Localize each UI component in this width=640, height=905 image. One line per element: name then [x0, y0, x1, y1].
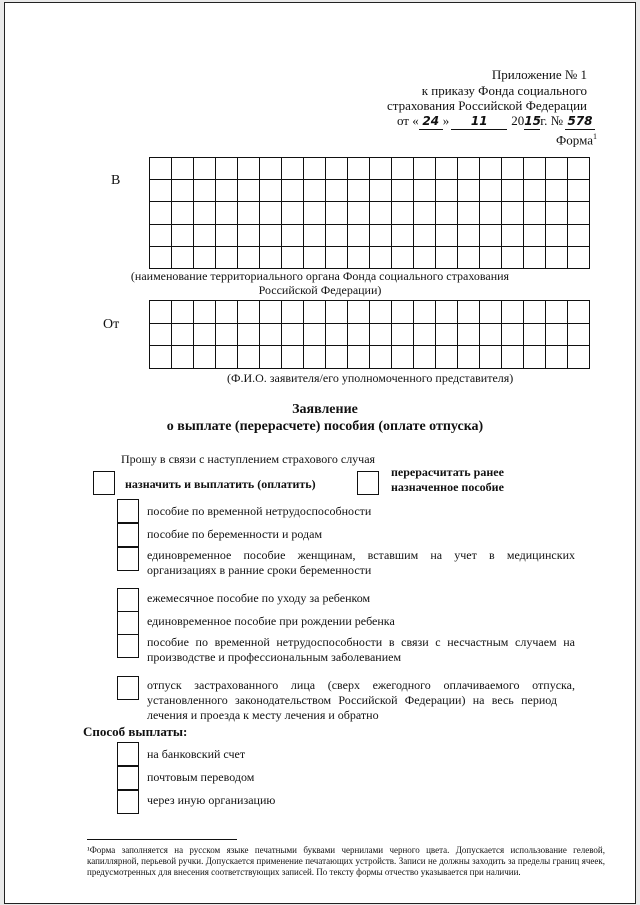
- grid-cell[interactable]: [238, 225, 260, 247]
- grid-cell[interactable]: [282, 158, 304, 180]
- grid-cell[interactable]: [150, 180, 172, 202]
- grid-cell[interactable]: [524, 346, 546, 369]
- grid-cell[interactable]: [260, 202, 282, 224]
- grid-cell[interactable]: [172, 225, 194, 247]
- benefit-label-continued: установленного законодательством Российской Федерации) на весь период: [147, 693, 557, 707]
- benefit-label: пособие по временной нетрудоспособности в связи с несчастным случаем на: [147, 635, 575, 649]
- grid-cell[interactable]: [436, 158, 458, 180]
- grid-cell[interactable]: [304, 301, 326, 324]
- grid-cell[interactable]: [348, 202, 370, 224]
- benefit-label: единовременное пособие женщинам, вставшим на учет в медицинских: [147, 548, 575, 562]
- grid-cell[interactable]: [546, 158, 568, 180]
- grid-cell[interactable]: [216, 202, 238, 224]
- grid-cell[interactable]: [524, 247, 546, 269]
- grid-cell[interactable]: [326, 247, 348, 269]
- recalculate-option-label-line2: назначенное пособие: [391, 480, 504, 494]
- grid-cell[interactable]: [370, 346, 392, 369]
- grid-cell[interactable]: [524, 158, 546, 180]
- payment-option-checkbox[interactable]: [117, 742, 139, 766]
- date-prefix: от «: [396, 113, 419, 128]
- form-footnote-mark: 1: [593, 132, 597, 141]
- form-label-line: [556, 129, 597, 147]
- benefit-checkbox[interactable]: [117, 547, 139, 571]
- grid-cell[interactable]: [304, 158, 326, 180]
- grid-cell[interactable]: [480, 247, 502, 269]
- grid-cell[interactable]: [458, 247, 480, 269]
- grid-cell[interactable]: [194, 225, 216, 247]
- grid-cell[interactable]: [458, 180, 480, 202]
- grid-cell[interactable]: [150, 346, 172, 369]
- application-form-page: [4, 2, 636, 904]
- benefit-checkbox[interactable]: [117, 611, 139, 635]
- grid-cell[interactable]: [480, 324, 502, 347]
- grid-cell[interactable]: [458, 158, 480, 180]
- benefit-label: единовременное пособие при рождении ребенка: [147, 614, 395, 628]
- grid-cell[interactable]: [370, 202, 392, 224]
- grid-cell[interactable]: [370, 247, 392, 269]
- grid-cell[interactable]: [150, 225, 172, 247]
- grid-cell[interactable]: [502, 301, 524, 324]
- grid-cell[interactable]: [370, 158, 392, 180]
- grid-cell[interactable]: [326, 202, 348, 224]
- request-intro: Прошу в связи с наступлением страхового случая: [121, 452, 376, 466]
- payment-option-checkbox[interactable]: [117, 766, 139, 790]
- grid-cell[interactable]: [326, 346, 348, 369]
- grid-cell[interactable]: [414, 202, 436, 224]
- grid-cell[interactable]: [172, 346, 194, 369]
- date-year: 15: [524, 114, 541, 128]
- grid-cell[interactable]: [238, 158, 260, 180]
- grid-cell[interactable]: [348, 247, 370, 269]
- grid-cell[interactable]: [524, 324, 546, 347]
- grid-cell[interactable]: [238, 180, 260, 202]
- grid-cell[interactable]: [414, 180, 436, 202]
- grid-cell[interactable]: [414, 247, 436, 269]
- pay-checkbox[interactable]: [93, 471, 115, 495]
- grid-cell[interactable]: [282, 324, 304, 347]
- grid-cell[interactable]: [414, 158, 436, 180]
- benefit-checkbox[interactable]: [117, 499, 139, 523]
- grid-cell[interactable]: [392, 247, 414, 269]
- grid-cell[interactable]: [216, 324, 238, 347]
- grid-cell[interactable]: [436, 324, 458, 347]
- document-title: Заявление: [292, 402, 358, 417]
- grid-cell[interactable]: [414, 225, 436, 247]
- payment-method-heading: Способ выплаты:: [83, 724, 188, 739]
- date-month: 11: [451, 114, 507, 130]
- grid-cell[interactable]: [326, 180, 348, 202]
- grid-cell[interactable]: [282, 180, 304, 202]
- date-year-prefix: 20: [511, 113, 525, 128]
- benefit-label: пособие по беременности и родам: [147, 527, 323, 541]
- grid-cell[interactable]: [414, 324, 436, 347]
- grid-cell[interactable]: [150, 202, 172, 224]
- benefit-label-continued: организациях в ранние сроки беременности: [147, 563, 372, 577]
- grid-cell[interactable]: [502, 158, 524, 180]
- pay-option-label: назначить и выплатить (оплатить): [125, 477, 316, 491]
- grid-cell[interactable]: [436, 202, 458, 224]
- grid-cell[interactable]: [238, 247, 260, 269]
- grid-cell[interactable]: [238, 202, 260, 224]
- recipient-caption-line1: (наименование территориального органа Фонда социального страхования: [130, 269, 510, 283]
- grid-cell[interactable]: [480, 225, 502, 247]
- grid-cell[interactable]: [348, 301, 370, 324]
- document-subtitle: о выплате (перерасчете) пособия (оплате отпуска): [166, 419, 484, 434]
- grid-cell[interactable]: [282, 346, 304, 369]
- grid-cell[interactable]: [326, 225, 348, 247]
- benefit-checkbox[interactable]: [117, 523, 139, 547]
- grid-cell[interactable]: [216, 247, 238, 269]
- order-authority: страхования Российской Федерации: [387, 98, 587, 113]
- date-mid: »: [442, 113, 450, 128]
- grid-cell[interactable]: [458, 324, 480, 347]
- grid-cell[interactable]: [546, 301, 568, 324]
- grid-cell[interactable]: [502, 346, 524, 369]
- date-suffix: г. №: [540, 113, 563, 128]
- grid-cell[interactable]: [260, 324, 282, 347]
- grid-cell[interactable]: [260, 247, 282, 269]
- grid-cell[interactable]: [260, 158, 282, 180]
- payment-option-label: почтовым переводом: [147, 770, 255, 784]
- grid-cell[interactable]: [348, 324, 370, 347]
- grid-cell[interactable]: [304, 247, 326, 269]
- grid-cell[interactable]: [172, 247, 194, 269]
- grid-cell[interactable]: [282, 301, 304, 324]
- grid-cell[interactable]: [194, 324, 216, 347]
- grid-cell[interactable]: [150, 158, 172, 180]
- grid-cell[interactable]: [546, 202, 568, 224]
- to-label: В: [111, 173, 121, 188]
- grid-cell[interactable]: [304, 202, 326, 224]
- grid-cell[interactable]: [304, 225, 326, 247]
- recipient-organization-grid[interactable]: [149, 157, 590, 269]
- grid-cell[interactable]: [216, 158, 238, 180]
- grid-cell[interactable]: [304, 180, 326, 202]
- grid-cell[interactable]: [502, 324, 524, 347]
- grid-cell[interactable]: [172, 324, 194, 347]
- grid-cell[interactable]: [458, 346, 480, 369]
- benefit-checkbox[interactable]: [117, 634, 139, 658]
- benefit-label: пособие по временной нетрудоспособности: [147, 504, 372, 518]
- grid-cell[interactable]: [436, 301, 458, 324]
- grid-cell[interactable]: [568, 202, 590, 224]
- grid-cell[interactable]: [568, 180, 590, 202]
- from-label: От: [103, 317, 120, 332]
- grid-cell[interactable]: [436, 247, 458, 269]
- grid-cell[interactable]: [480, 158, 502, 180]
- recipient-caption-line2: Российской Федерации): [258, 283, 382, 297]
- benefit-checkbox[interactable]: [117, 588, 139, 612]
- grid-cell[interactable]: [194, 180, 216, 202]
- grid-cell[interactable]: [172, 202, 194, 224]
- grid-cell[interactable]: [238, 346, 260, 369]
- grid-cell[interactable]: [238, 324, 260, 347]
- grid-cell[interactable]: [392, 202, 414, 224]
- benefit-label-continued: производстве и профессиональным заболеванием: [147, 650, 402, 664]
- order-number: 578: [565, 114, 595, 130]
- grid-cell[interactable]: [282, 225, 304, 247]
- grid-cell[interactable]: [370, 180, 392, 202]
- grid-cell[interactable]: [392, 180, 414, 202]
- grid-cell[interactable]: [458, 301, 480, 324]
- grid-cell[interactable]: [392, 301, 414, 324]
- grid-cell[interactable]: [194, 247, 216, 269]
- grid-cell[interactable]: [546, 324, 568, 347]
- grid-cell[interactable]: [172, 301, 194, 324]
- date-day: 24: [419, 114, 443, 130]
- grid-cell[interactable]: [568, 324, 590, 347]
- grid-cell[interactable]: [348, 225, 370, 247]
- grid-cell[interactable]: [480, 180, 502, 202]
- grid-cell[interactable]: [568, 158, 590, 180]
- grid-cell[interactable]: [458, 202, 480, 224]
- grid-cell[interactable]: [392, 324, 414, 347]
- grid-cell[interactable]: [414, 301, 436, 324]
- grid-cell[interactable]: [414, 346, 436, 369]
- applicant-name-grid[interactable]: [149, 300, 590, 369]
- grid-cell[interactable]: [260, 301, 282, 324]
- payment-option-label: через иную организацию: [147, 793, 276, 807]
- grid-cell[interactable]: [172, 180, 194, 202]
- benefit-checkbox[interactable]: [117, 676, 139, 700]
- benefit-label: ежемесячное пособие по уходу за ребенком: [147, 591, 371, 605]
- order-date-line: [397, 113, 595, 130]
- footnote-text: ¹Форма заполняется на русском языке печатными буквами чернилами черного цвета. Допускается использование гелевой, капиллярной, перьевой ручки. Допускается применение печатающих устройств. Записи не должны заходить за пределы границ ячеек, предусмотренных для внесения соответствующих записей. По тексту формы отчество указывается при наличии.: [87, 845, 605, 877]
- grid-cell[interactable]: [260, 225, 282, 247]
- grid-cell[interactable]: [480, 301, 502, 324]
- grid-cell[interactable]: [480, 346, 502, 369]
- grid-cell[interactable]: [304, 324, 326, 347]
- grid-cell[interactable]: [326, 158, 348, 180]
- grid-cell[interactable]: [326, 324, 348, 347]
- grid-cell[interactable]: [524, 180, 546, 202]
- footnote-separator: [87, 839, 237, 840]
- grid-cell[interactable]: [304, 346, 326, 369]
- grid-cell[interactable]: [502, 180, 524, 202]
- grid-cell[interactable]: [546, 180, 568, 202]
- grid-cell[interactable]: [524, 225, 546, 247]
- grid-cell[interactable]: [502, 202, 524, 224]
- payment-option-checkbox[interactable]: [117, 790, 139, 814]
- grid-cell[interactable]: [370, 324, 392, 347]
- grid-cell[interactable]: [216, 301, 238, 324]
- grid-cell[interactable]: [150, 324, 172, 347]
- grid-cell[interactable]: [436, 346, 458, 369]
- grid-cell[interactable]: [172, 158, 194, 180]
- grid-cell[interactable]: [348, 346, 370, 369]
- grid-cell[interactable]: [480, 202, 502, 224]
- grid-cell[interactable]: [216, 225, 238, 247]
- benefit-label: отпуск застрахованного лица (сверх ежегодного оплачиваемого отпуска,: [147, 678, 575, 692]
- grid-cell[interactable]: [238, 301, 260, 324]
- grid-cell[interactable]: [260, 180, 282, 202]
- grid-cell[interactable]: [282, 247, 304, 269]
- grid-cell[interactable]: [282, 202, 304, 224]
- order-reference: к приказу Фонда социального: [421, 83, 587, 98]
- grid-cell[interactable]: [568, 247, 590, 269]
- recalculate-option-label-line1: перерасчитать ранее: [391, 465, 504, 479]
- grid-cell[interactable]: [568, 346, 590, 369]
- grid-cell[interactable]: [392, 158, 414, 180]
- recalculate-checkbox[interactable]: [357, 471, 379, 495]
- grid-cell[interactable]: [392, 225, 414, 247]
- grid-cell[interactable]: [546, 225, 568, 247]
- grid-cell[interactable]: [194, 346, 216, 369]
- grid-cell[interactable]: [194, 202, 216, 224]
- grid-cell[interactable]: [458, 225, 480, 247]
- form-label: Форма: [556, 132, 593, 148]
- grid-cell[interactable]: [524, 202, 546, 224]
- grid-cell[interactable]: [568, 225, 590, 247]
- grid-cell[interactable]: [326, 301, 348, 324]
- grid-cell[interactable]: [216, 346, 238, 369]
- grid-cell[interactable]: [524, 301, 546, 324]
- grid-cell[interactable]: [568, 301, 590, 324]
- grid-cell[interactable]: [150, 247, 172, 269]
- grid-cell[interactable]: [194, 301, 216, 324]
- grid-cell[interactable]: [370, 225, 392, 247]
- appendix-label: Приложение № 1: [491, 67, 587, 82]
- grid-cell[interactable]: [502, 225, 524, 247]
- grid-cell[interactable]: [502, 247, 524, 269]
- grid-cell[interactable]: [260, 346, 282, 369]
- grid-cell[interactable]: [348, 158, 370, 180]
- grid-cell[interactable]: [150, 301, 172, 324]
- benefit-label-continued: лечения и проезда к месту лечения и обратно: [147, 708, 379, 722]
- grid-cell[interactable]: [436, 225, 458, 247]
- grid-cell[interactable]: [392, 346, 414, 369]
- grid-cell[interactable]: [370, 301, 392, 324]
- grid-cell[interactable]: [194, 158, 216, 180]
- payment-option-label: на банковский счет: [147, 747, 246, 761]
- grid-cell[interactable]: [436, 180, 458, 202]
- applicant-caption: (Ф.И.О. заявителя/его уполномоченного представителя): [227, 371, 514, 385]
- grid-cell[interactable]: [546, 346, 568, 369]
- grid-cell[interactable]: [348, 180, 370, 202]
- grid-cell[interactable]: [216, 180, 238, 202]
- grid-cell[interactable]: [546, 247, 568, 269]
